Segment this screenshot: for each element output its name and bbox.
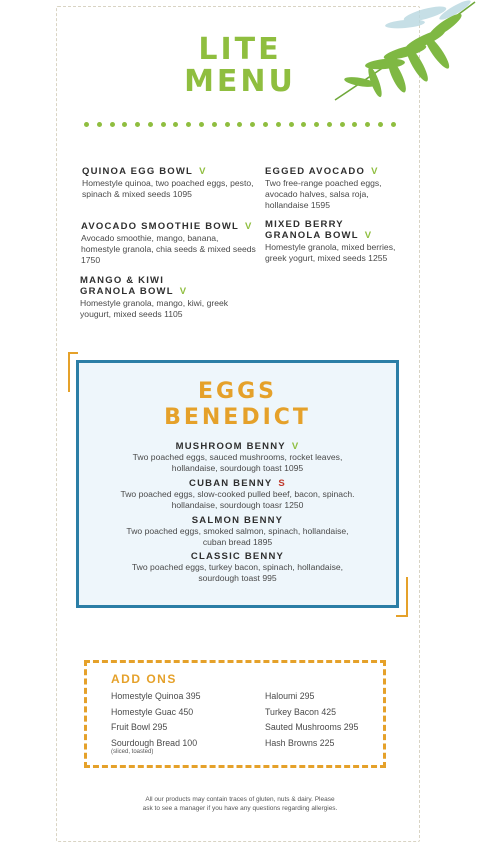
disclaimer-line2: ask to see a manager if you have any questions regarding allergies. [142,805,338,812]
add-ons-section [84,660,386,768]
menu-item-mushroom-benny [79,441,396,474]
menu-item-salmon-benny [79,515,396,548]
item-name-line2: GRANOLA BOWL [80,286,174,297]
add-on-item: Sourdough Bread 100 [111,738,198,748]
vegetarian-mark: V [291,441,300,452]
item-description-line2: cuban bread 1895 [202,537,273,547]
item-description-line1: Two poached eggs, smoked salmon, spinach, hollandaise, [126,526,349,536]
menu-item-mango-kiwi-granola-bowl [80,275,255,320]
item-name: CUBAN BENNY [189,478,273,489]
item-name: SALMON BENNY [191,515,284,526]
section-title-line1: EGGS [198,379,277,404]
item-description-line1: Two poached eggs, slow-cooked pulled beef, bacon, spinach. [120,489,355,499]
item-name-line2: GRANOLA BOWL [265,230,359,241]
add-on-item: Fruit Bowl 295 [111,722,168,732]
menu-item-egged-avocado [265,166,405,211]
dot-divider [84,122,396,128]
item-name: CLASSIC BENNY [190,551,285,562]
menu-title-line1: LITE [198,32,282,67]
item-name: QUINOA EGG BOWL [82,166,194,177]
menu-item-avocado-smoothie-bowl [81,221,259,266]
add-on-item: Turkey Bacon 425 [265,707,337,717]
menu-item-quinoa-egg-bowl [82,166,262,200]
item-description: Homestyle granola, mango, kiwi, greek yougurt, mixed seeds 1105 [80,298,229,319]
section-title-line2: BENEDICT [164,405,311,430]
menu-item-classic-benny [79,551,396,584]
item-description: Two free-range poached eggs, avocado halves, salsa roja, hollandaise 1595 [265,178,382,210]
item-description: Avocado smoothie, mango, banana, homestyle granola, chia seeds & mixed seeds 1750 [81,233,256,265]
item-description-line1: Two poached eggs, turkey bacon, spinach, hollandaise, [131,562,344,572]
item-name: EGGED AVOCADO [265,166,366,177]
add-on-item: Homestyle Guac 450 [111,707,194,717]
add-on-note: (sliced, toasted) [111,749,154,755]
vegetarian-mark: V [371,166,378,177]
vegetarian-mark: V [199,166,206,177]
add-on-item: Homestyle Quinoa 395 [111,691,201,701]
vegetarian-mark: V [364,230,372,241]
vegetarian-mark: V [179,286,187,297]
item-description: Homestyle granola, mixed berries, greek yogurt, mixed seeds 1255 [265,242,396,263]
item-description-line2: hollandaise, sourdough toast 1095 [171,463,304,473]
item-name-line1: MIXED BERRY [265,219,344,230]
menu-item-mixed-berry-granola-bowl [265,219,405,264]
palm-leaf-icon [305,0,480,110]
menu-title-line2: MENU [184,64,296,99]
item-description-line2: sourdough toast 995 [198,573,277,583]
add-ons-title: ADD ONS [111,672,177,686]
spicy-mark: S [278,478,286,489]
item-name: AVOCADO SMOOTHIE BOWL [81,221,240,232]
add-on-item-sourdough [111,738,197,756]
item-description-line2: hollandaise, sourdough toasr 1250 [171,500,304,510]
allergy-disclaimer [100,795,380,813]
item-name: MUSHROOM BENNY [175,441,286,452]
add-on-item: Haloumi 295 [265,691,315,701]
eggs-benedict-section [76,360,399,608]
disclaimer-line1: All our products may contain traces of gluten, nuts & dairy. Please [145,796,335,803]
vegetarian-mark: V [245,221,252,232]
item-description-line1: Two poached eggs, sauced mushrooms, rocket leaves, [132,452,343,462]
add-on-item: Sauted Mushrooms 295 [265,722,359,732]
item-name-line1: MANGO & KIWI [80,275,165,286]
add-on-item: Hash Browns 225 [265,738,335,748]
item-description: Homestyle quinoa, two poached eggs, pesto, spinach & mixed seeds 1095 [82,178,254,199]
menu-item-cuban-benny [79,478,396,511]
